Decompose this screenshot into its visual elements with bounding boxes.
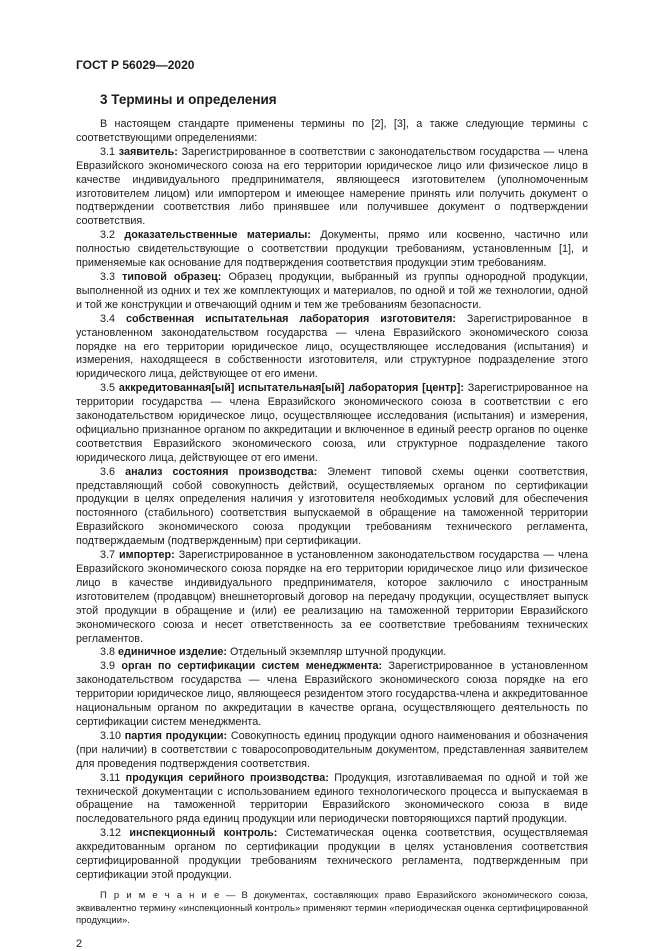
term-name: анализ состояния производства: xyxy=(125,465,318,478)
term-number: 3.5 xyxy=(100,382,116,395)
term-number: 3.8 xyxy=(100,646,116,659)
term-name: импортер: xyxy=(119,549,175,562)
term-number: 3.4 xyxy=(100,312,116,325)
term-name: единичное изделие: xyxy=(118,646,228,659)
term-definition: Зарегистрированное на территории государства — члена Евразийского экономического союза в соответствии с его законодательством юридическое лицо, осуществляющее исследования (испытания) и измерения, официально признанное органом по аккредитации и включенное в единый реестр органов по оценке соответствия Евразийского экономического союза, или структурное подразделение такого юридического лица, действующее от его имени. xyxy=(76,382,589,464)
section-title: 3 Термины и определения xyxy=(100,92,277,107)
term-item xyxy=(76,646,588,660)
term-name: орган по сертификации систем менеджмента: xyxy=(121,660,383,673)
term-number: 3.12 xyxy=(100,827,122,840)
term-name: типовой образец: xyxy=(122,270,222,283)
term-definition: Зарегистрированное в установленном законодательством государства — члена Евразийского экономического союза порядке на его территории юридическое лицо или физическое лицо в качестве индивидуального предпринимателя, которое заключило с иностранным изготовителем (продавцом) внешнеторговый договор на передачу продукции, осуществляет выпуск этой продукции в обращение и (или) ее реализацию на таможенной территории Евразийского экономического союза и несет ответственность за ее соответствие требованиям технических регламентов. xyxy=(76,549,588,645)
term-number: 3.9 xyxy=(100,660,116,673)
term-item xyxy=(76,382,588,465)
term-definition: Зарегистрированное в установленном законодательством государства — члена Евразийского экономического союза порядке на его территории юридическое лицо, являющееся резидентом этого государства-члена и аккредитованное национальным органом по аккредитации в качестве органа, осуществляющего деятельность по сертификации систем менеджмента. xyxy=(76,660,588,728)
term-number: 3.3 xyxy=(100,270,116,283)
term-item xyxy=(76,229,588,271)
page-number: 2 xyxy=(76,937,83,950)
term-name: собственная испытательная лаборатория изготовителя: xyxy=(125,312,456,325)
term-definition: Элемент типовой схемы оценки соответствия, представляющий собой совокупность действий, осуществляемых органом по сертификации продукции в целях определения наличия у изготовителя необходимых условий для обеспечения постоянного (стабильного) соответствия выпускаемой в обращение на таможенной территории Евразийского экономического союза продукции требованиям технического регламента, подтверждаемым (подтвержденным) при сертификации. xyxy=(76,465,589,548)
term-item xyxy=(76,730,588,772)
term-name: доказательственные материалы: xyxy=(124,229,311,242)
term-name: заявитель: xyxy=(118,145,178,158)
term-item xyxy=(76,466,588,549)
term-item xyxy=(76,271,588,313)
term-number: 3.1 xyxy=(100,145,116,158)
term-definition: Документы, прямо или косвенно, частично или полностью свидетельствующие о соответствии продукции требованиям, установленным [1], и применяемые как основание для подтверждения соответствия продукции этим требованиям. xyxy=(76,229,589,270)
term-number: 3.10 xyxy=(100,729,122,742)
term-number: 3.11 xyxy=(100,771,121,784)
note-paragraph xyxy=(76,890,588,928)
note-label: П р и м е ч а н и е xyxy=(100,889,220,901)
term-item xyxy=(76,313,588,383)
document-code: ГОСТ Р 56029—2020 xyxy=(76,58,195,72)
term-item xyxy=(76,660,588,730)
term-definition: Отдельный экземпляр штучной продукции. xyxy=(230,646,447,659)
term-name: продукция серийного производства: xyxy=(125,771,329,784)
term-item xyxy=(76,772,588,828)
term-name: аккредитованная[ый] испытательная[ый] лаборатория [центр]: xyxy=(118,382,464,395)
term-definition: Зарегистрированное в установленном законодательством государства — члена Евразийского экономического союза порядке на его территории юридическое лицо, осуществляющее исследования (испытания) и измерения, находящееся в собственности изготовителя, или структурное подразделение этого юридического лица, действующее от его имени. xyxy=(76,312,589,381)
term-definition: Систематическая оценка соответствия, осуществляемая аккредитованным органом по сертификации продукции в целях установления соответствия сертифицированной продукции требованиям технического регламента, подтвержденным при сертификации этой продукции. xyxy=(76,827,589,881)
term-item xyxy=(76,549,588,646)
note-text: — В документах, составляющих право Евразийского экономического союза, эквивалентно термину «инспекционный контроль» применяют термин «периодическая оценка сертифицированной продукции». xyxy=(76,889,588,927)
term-number: 3.6 xyxy=(100,465,116,478)
term-number: 3.2 xyxy=(100,229,116,242)
term-item xyxy=(76,146,588,229)
term-definition: Продукция, изготавливаемая по одной и той же технической документации с использованием единого технологического процесса и выпускаемая в обращение на таможенной территории Евразийского экономического союза в виде последовательного ряда единиц продукции или периодически повторяющихся партий продукции. xyxy=(76,771,589,826)
term-number: 3.7 xyxy=(100,549,116,562)
term-definition: Совокупность единиц продукции одного наименования и обозначения (при наличии) в соответствии с товаросопроводительным документом, представленная заявителем для проведения подтверждения соответствия. xyxy=(76,729,588,770)
term-item xyxy=(76,827,588,883)
term-name: партия продукции: xyxy=(124,729,228,742)
term-definition: Образец продукции, выбранный из группы однородной продукции, выполненной из одних и тех же комплектующих и материалов, по одной и той же технологии, одной и той же конструкции и отвечающий одним и тем же требованиям безопасности. xyxy=(76,270,589,311)
intro-paragraph: В настоящем стандарте применены термины по [2], [3], а также следующие термины с соответствующими определениями: xyxy=(76,118,588,144)
term-definition: Зарегистрированное в соответствии с законодательством государства — члена Евразийского экономического союза на его территории юридическое лицо или физическое лицо в качестве индивидуального предпринимателя, являющееся изготовителем (уполномоченным изготовителем лицом) или импортером и имеющее намерение принять или получить документ о подтверждении соответствия либо принявшее или получившее документ о подтверждении соответствия. xyxy=(76,145,589,228)
term-name: инспекционный контроль: xyxy=(129,827,278,840)
